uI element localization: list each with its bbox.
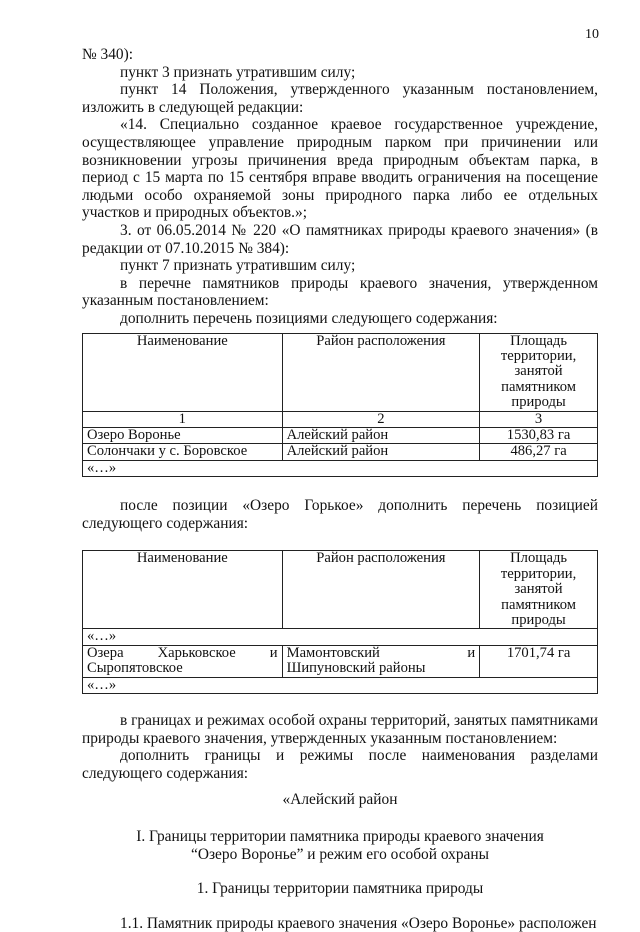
table-cell: Алейский район	[282, 444, 480, 460]
table-cell: 1	[83, 411, 283, 427]
table-cell: 486,27 га	[480, 444, 598, 460]
table-header-cell: Район расположения	[282, 551, 480, 629]
paragraph: дополнить границы и режимы после наименования разделами следующего содержания:	[82, 747, 598, 782]
paragraph: «14. Специально созданное краевое государственное учреждение, осуществляющее управление природным парком при причинении или возникновении угрозы причинения вреда природным объектам парка, в период с 15 марта по 15 сентября вправе вводить ограничения на посещение людьми особо охраняемой зоны природного парка либо ее отдельных участков и природных объектов.»;	[82, 116, 598, 222]
table-cell: «…»	[83, 677, 598, 693]
heading-region: «Алейский район	[282, 791, 398, 809]
paragraph: пункт 3 признать утратившим силу;	[120, 63, 356, 81]
table-header-cell: Площадь территории, занятой памятником природы	[480, 333, 598, 411]
table-cell: 3	[480, 411, 598, 427]
table-cell: Солончаки у с. Боровское	[83, 444, 283, 460]
table-cell: Озера Харьковское и Сыропятовское	[83, 645, 283, 677]
table-ellipsis-row	[83, 460, 598, 476]
paragraph: пункт 7 признать утратившим силу;	[120, 257, 356, 275]
table-cell: 1530,83 га	[480, 427, 598, 443]
paragraph: 1.1. Памятник природы краевого значения «Озеро Воронье» расположен	[120, 914, 597, 932]
table-cell: «…»	[83, 629, 598, 645]
paragraph: дополнить перечень позициями следующего содержания:	[120, 309, 498, 327]
monuments-table-1	[82, 333, 598, 478]
table-row	[83, 427, 598, 443]
paragraph: пункт 14 Положения, утвержденного указанным постановлением, изложить в следующей редакции:	[82, 81, 598, 116]
table-header-cell: Район расположения	[282, 333, 480, 411]
table-header-cell: Наименование	[83, 333, 283, 411]
table-header-row	[83, 551, 598, 629]
paragraph: № 340):	[82, 46, 134, 63]
heading-section: “Озеро Воронье” и режим его особой охраны	[191, 845, 489, 863]
table-cell: Алейский район	[282, 427, 480, 443]
document-body	[82, 46, 598, 932]
page-number: 10	[585, 27, 599, 42]
paragraph: 3. от 06.05.2014 № 220 «О памятниках природы краевого значения» (в редакции от 07.10.2015 № 384):	[82, 221, 598, 257]
paragraph: в границах и режимах особой охраны территорий, занятых памятниками природы краевого значения, утвержденных указанным постановлением:	[82, 712, 598, 747]
paragraph: в перечне памятников природы краевого значения, утвержденном указанным постановлением:	[82, 274, 598, 310]
table-cell: Мамонтовский и Шипуновский районы	[282, 645, 480, 677]
table-ellipsis-row	[83, 677, 598, 693]
table-header-cell: Площадь территории, занятой памятником природы	[480, 551, 598, 629]
heading-section: I. Границы территории памятника природы краевого значения	[136, 827, 544, 845]
table-cell: «…»	[83, 460, 598, 476]
table-cell: 1701,74 га	[480, 645, 598, 677]
table-cell: Озеро Воронье	[83, 427, 283, 443]
table-header-row	[83, 333, 598, 411]
table-number-row	[83, 411, 598, 427]
table-ellipsis-row	[83, 629, 598, 645]
heading-subsection: 1. Границы территории памятника природы	[196, 880, 484, 898]
table-row	[83, 444, 598, 460]
monuments-table-2	[82, 550, 598, 694]
table-cell: 2	[282, 411, 480, 427]
paragraph: после позиции «Озеро Горькое» дополнить перечень позицией следующего содержания:	[82, 497, 598, 532]
table-header-cell: Наименование	[83, 551, 283, 629]
table-row	[83, 645, 598, 677]
